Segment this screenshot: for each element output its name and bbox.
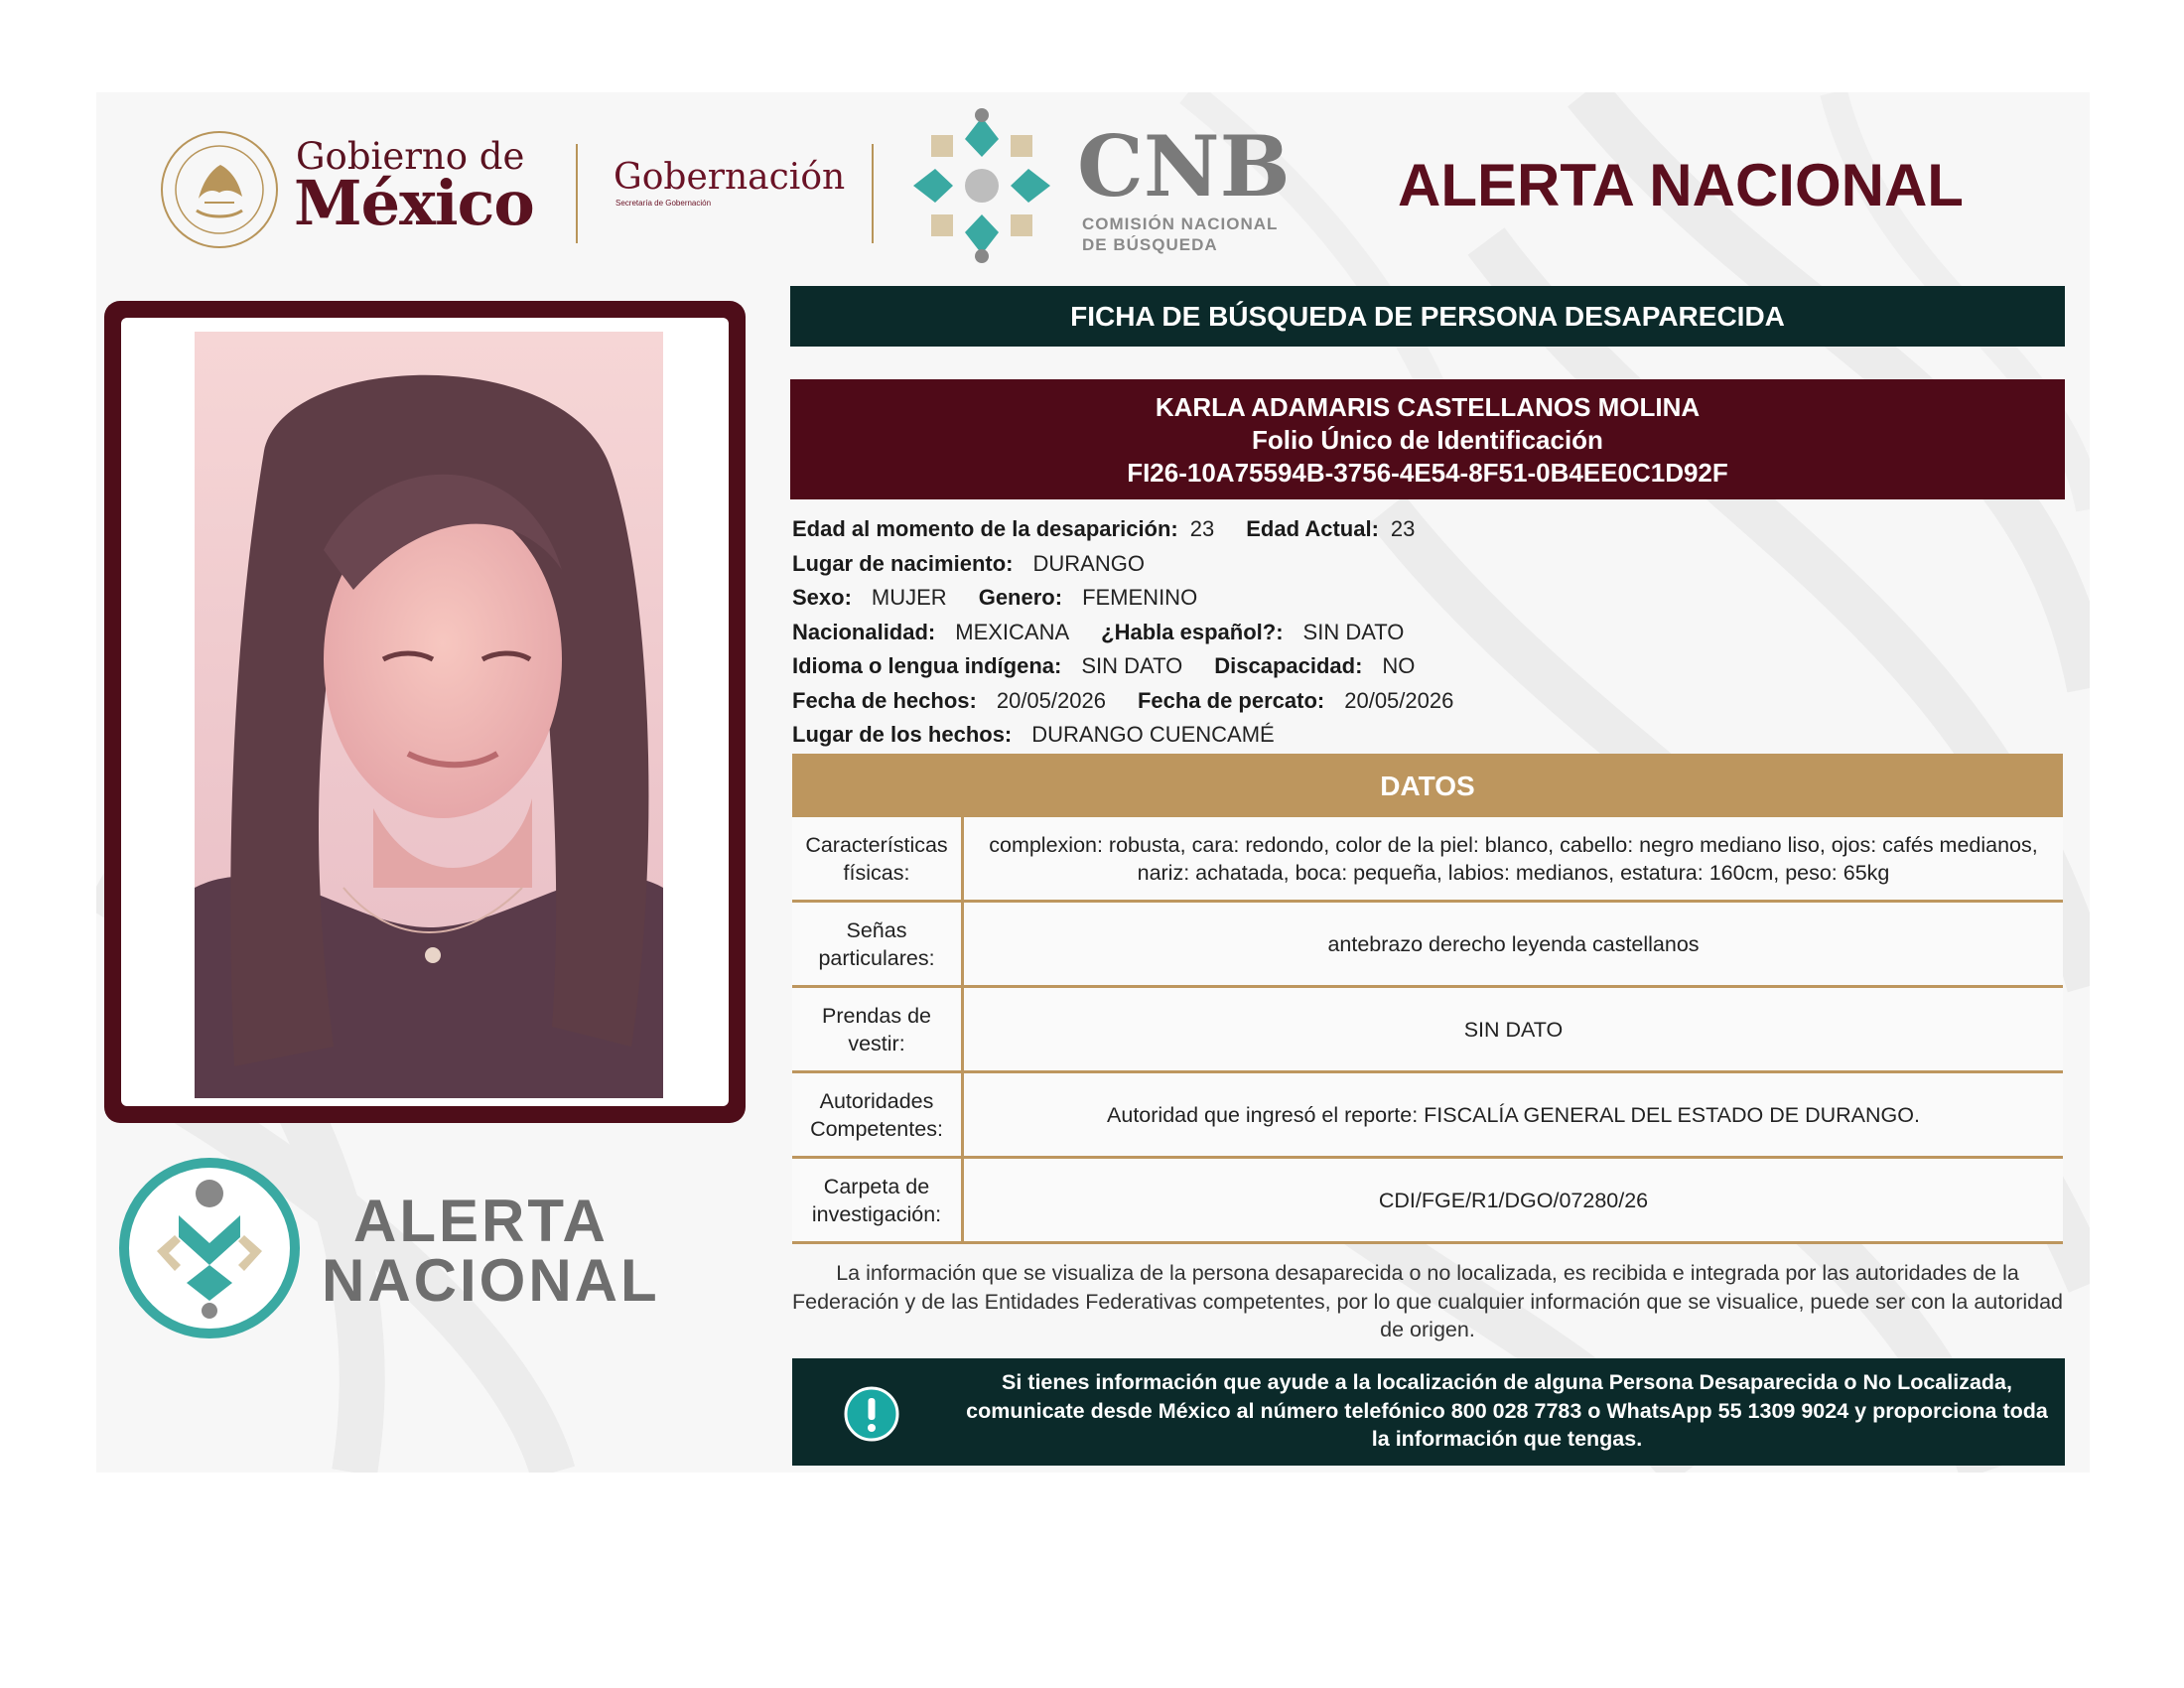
datos-header: DATOS <box>792 754 2063 817</box>
photo-mat <box>121 318 729 1106</box>
discapacidad-label: Discapacidad: <box>1214 653 1363 678</box>
alerta-nacional-logo-word1: ALERTA <box>353 1188 609 1254</box>
table-row <box>792 903 2063 988</box>
nacionalidad-label: Nacionalidad: <box>792 619 936 644</box>
detail-row <box>792 512 2063 547</box>
table-row-label: Carpeta de investigación: <box>792 1159 964 1241</box>
cnb-emblem-icon <box>903 107 1060 264</box>
nacionalidad-value: MEXICANA <box>955 619 1070 644</box>
genero-label: Genero: <box>978 585 1063 610</box>
gobernacion-logo: Gobernación <box>614 157 846 198</box>
detail-row <box>792 547 2063 582</box>
detail-row <box>792 649 2063 684</box>
contact-text: Si tienes información que ayude a la localización de alguna Persona Desaparecida o No Localizada, comunicate desde México al número telefónico 800 028 7783 o WhatsApp 55 1309 9024 y proporciona toda la información que tengas. <box>966 1370 2048 1451</box>
cnb-title: CNB <box>1077 117 1291 215</box>
photo-frame <box>104 301 746 1123</box>
lugar-hechos-label: Lugar de los hechos: <box>792 722 1013 747</box>
table-row <box>792 1159 2063 1244</box>
idioma-value: SIN DATO <box>1081 653 1183 678</box>
habla-espanol-label: ¿Habla español?: <box>1101 619 1284 644</box>
edad-actual-value: 23 <box>1390 516 1416 541</box>
table-row <box>792 1073 2063 1159</box>
person-photo <box>195 332 663 1098</box>
detail-row <box>792 616 2063 650</box>
cnb-subtitle-line1: COMISIÓN NACIONAL <box>1082 214 1279 233</box>
gobierno-de-mexico-logo-line1: Gobierno de <box>296 135 525 178</box>
fecha-percato-value: 20/05/2026 <box>1344 687 1454 713</box>
alerta-nacional-emblem-icon <box>117 1156 302 1340</box>
habla-espanol-value: SIN DATO <box>1302 619 1405 644</box>
fecha-percato-label: Fecha de percato: <box>1137 687 1325 713</box>
sexo-label: Sexo: <box>792 585 852 610</box>
table-row-label: Autoridades Competentes: <box>792 1073 964 1156</box>
gobernacion-subtitle: Secretaría de Gobernación <box>615 199 712 208</box>
discapacidad-value: NO <box>1382 653 1416 678</box>
table-row-value: complexion: robusta, cara: redondo, color de la piel: blanco, cabello: negro mediano liso, ojos: cafés medianos, nariz: achatada, boca: pequeña, labios: medianos, estatura: 160cm, peso: 65kg <box>989 832 2038 885</box>
details-list <box>792 512 2063 753</box>
header-divider <box>872 144 874 243</box>
cnb-subtitle-line2: DE BÚSQUEDA <box>1082 235 1218 254</box>
gobierno-de-mexico-logo-line2: México <box>294 167 534 239</box>
fecha-hechos-value: 20/05/2026 <box>996 687 1106 713</box>
folio-label: Folio Único de Identificación <box>1252 425 1603 455</box>
sexo-value: MUJER <box>871 585 947 610</box>
edad-desaparicion-value: 23 <box>1189 516 1215 541</box>
disclaimer-text: La información que se visualiza de la persona desaparecida o no localizada, es recibida e integrada por las autoridades de la Federación y de las Entidades Federativas competentes, por lo que cualquier información que se visualice, puede ser con la autoridad de origen. <box>792 1261 2064 1341</box>
table-row-value: CDI/FGE/R1/DGO/07280/26 <box>1378 1188 1649 1212</box>
genero-value: FEMENINO <box>1082 585 1198 610</box>
detail-row <box>792 581 2063 616</box>
detail-row <box>792 718 2063 753</box>
table-row-label: Señas particulares: <box>792 903 964 985</box>
table-row-value: SIN DATO <box>1463 1017 1564 1042</box>
alerta-nacional-logo-word2: NACIONAL <box>322 1247 660 1314</box>
person-name-bar <box>790 379 2065 499</box>
table-row-label: Prendas de vestir: <box>792 988 964 1070</box>
table-row <box>792 817 2063 903</box>
ficha-title-bar: FICHA DE BÚSQUEDA DE PERSONA DESAPARECIDA <box>790 286 2065 347</box>
alerta-nacional-heading: ALERTA NACIONAL <box>1398 152 1964 218</box>
lugar-nacimiento-value: DURANGO <box>1032 550 1145 576</box>
table-row-value: Autoridad que ingresó el reporte: FISCALÍA GENERAL DEL ESTADO DE DURANGO. <box>1107 1102 1920 1127</box>
detail-row <box>792 684 2063 719</box>
table-row <box>792 988 2063 1073</box>
table-row-label: Características físicas: <box>792 817 964 900</box>
edad-actual-label: Edad Actual: <box>1246 516 1379 541</box>
folio-number: FI26-10A75594B-3756-4E54-8F51-0B4EE0C1D92F <box>1127 458 1728 488</box>
edad-desaparicion-label: Edad al momento de la desaparición: <box>792 516 1178 541</box>
lugar-nacimiento-label: Lugar de nacimiento: <box>792 550 1014 576</box>
mexico-seal-icon <box>159 129 280 250</box>
person-name: KARLA ADAMARIS CASTELLANOS MOLINA <box>1155 392 1701 422</box>
idioma-label: Idioma o lengua indígena: <box>792 653 1062 678</box>
datos-table <box>792 817 2063 1244</box>
contact-banner <box>792 1358 2065 1466</box>
lugar-hechos-value: DURANGO CUENCAMÉ <box>1031 722 1275 747</box>
table-row-value: antebrazo derecho leyenda castellanos <box>1327 931 1700 956</box>
exclamation-icon <box>844 1386 899 1442</box>
header-divider <box>576 144 578 243</box>
fecha-hechos-label: Fecha de hechos: <box>792 687 977 713</box>
